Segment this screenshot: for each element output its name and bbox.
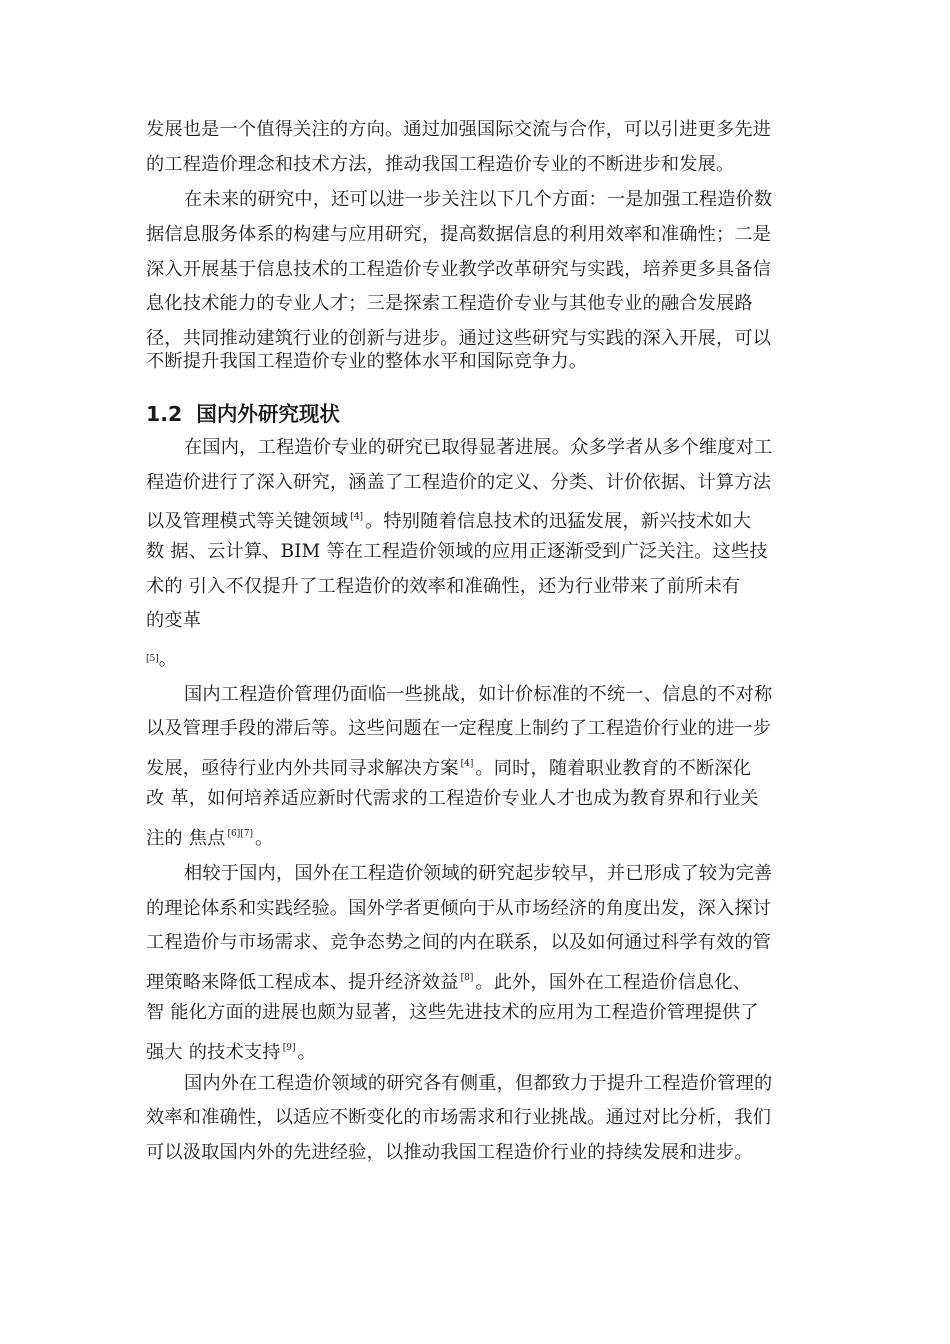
paragraph-line: 理策略来降低工程成本、提升经济效益 [8] 。此外，国外在工程造价信息化、: [146, 972, 752, 993]
paragraph-line: 的工程造价理念和技术方法，推动我国工程造价专业的不断进步和发展。: [146, 154, 735, 175]
paragraph-line: 息化技术能力的专业人才；三是探索工程造价专业与其他专业的融合发展路: [146, 293, 753, 314]
paragraph-line: 可以汲取国内外的先进经验，以推动我国工程造价行业的持续发展和进步。: [146, 1142, 753, 1163]
paragraph-line: 注的 焦点 [6][7] 。: [146, 828, 274, 849]
paragraph-line: 发展，亟待行业内外共同寻求解决方案 [4] 。同时，随着职业教育的不断深化: [146, 758, 752, 779]
paragraph-line: 据信息服务体系的构建与应用研究，提高数据信息的利用效率和准确性；二是: [146, 224, 772, 245]
paragraph-line: 深入开展基于信息技术的工程造价专业教学改革研究与实践，培养更多具备信: [146, 259, 772, 280]
paragraph-line: 强大 的技术支持 [9] 。: [146, 1042, 316, 1063]
paragraph-line: 发展也是一个值得关注的方向。通过加强国际交流与合作，可以引进更多先进: [146, 119, 772, 140]
section-title: 国内外研究现状: [196, 402, 340, 426]
citation: [5]: [146, 654, 159, 664]
paragraph-line: 智 能化方面的进展也颇为显著，这些先进技术的应用为工程造价管理提供了: [146, 1002, 759, 1023]
paragraph-line: 以及管理手段的滞后等。这些问题在一定程度上制约了工程造价行业的进一步: [146, 718, 772, 739]
citation: [8]: [460, 973, 474, 983]
paragraph-line: 的理论体系和实践经验。国外学者更倾向于从市场经济的角度出发，深入探讨: [146, 898, 772, 919]
paragraph-line: 的变革: [146, 610, 202, 631]
paragraph-line: 程造价进行了深入研究，涵盖了工程造价的定义、分类、计价依据、计算方法: [146, 472, 772, 493]
paragraph-line: 相较于国内，国外在工程造价领域的研究起步较早，并已形成了较为完善: [184, 863, 773, 884]
paragraph-line: [5]。: [146, 649, 177, 670]
paragraph-line: 在未来的研究中，还可以进一步关注以下几个方面：一是加强工程造价数: [184, 189, 773, 210]
paragraph-line: 国内外在工程造价领域的研究各有侧重，但都致力于提升工程造价管理的: [184, 1073, 773, 1094]
paragraph-line: 以及管理模式等关键领域 [4] 。特别随着信息技术的迅猛发展，新兴技术如大: [146, 511, 752, 532]
section-number: 1.2: [146, 402, 183, 426]
paragraph-line: 在国内，工程造价专业的研究已取得显著进展。众多学者从多个维度对工: [184, 437, 773, 458]
paragraph-line: 改 革，如何培养适应新时代需求的工程造价专业人才也成为教育界和行业关: [146, 788, 759, 809]
paragraph-line: 术的 引入不仅提升了工程造价的效率和准确性，还为行业带来了前所未有: [146, 576, 741, 597]
section-heading: [146, 397, 340, 427]
paragraph-line: 不断提升我国工程造价专业的整体水平和国际竞争力。: [146, 351, 588, 372]
citation: [9]: [282, 1043, 296, 1053]
paragraph-line: 径，共同推动建筑行业的创新与进步。通过这些研究与实践的深入开展，可以: [146, 328, 772, 349]
paragraph-line: 国内工程造价管理仍面临一些挑战，如计价标准的不统一、信息的不对称: [184, 684, 773, 705]
paragraph-line: 数 据、云计算、BIM 等在工程造价领域的应用正逐渐受到广泛关注。这些技: [146, 541, 768, 562]
paragraph-line: 工程造价与市场需求、竞争态势之间的内在联系，以及如何通过科学有效的管: [146, 932, 772, 953]
paragraph-line: 效率和准确性，以适应不断变化的市场需求和行业挑战。通过对比分析，我们: [146, 1107, 772, 1128]
citation: [6][7]: [227, 829, 254, 839]
citation: [4]: [350, 512, 364, 522]
citation: [4]: [460, 759, 474, 769]
